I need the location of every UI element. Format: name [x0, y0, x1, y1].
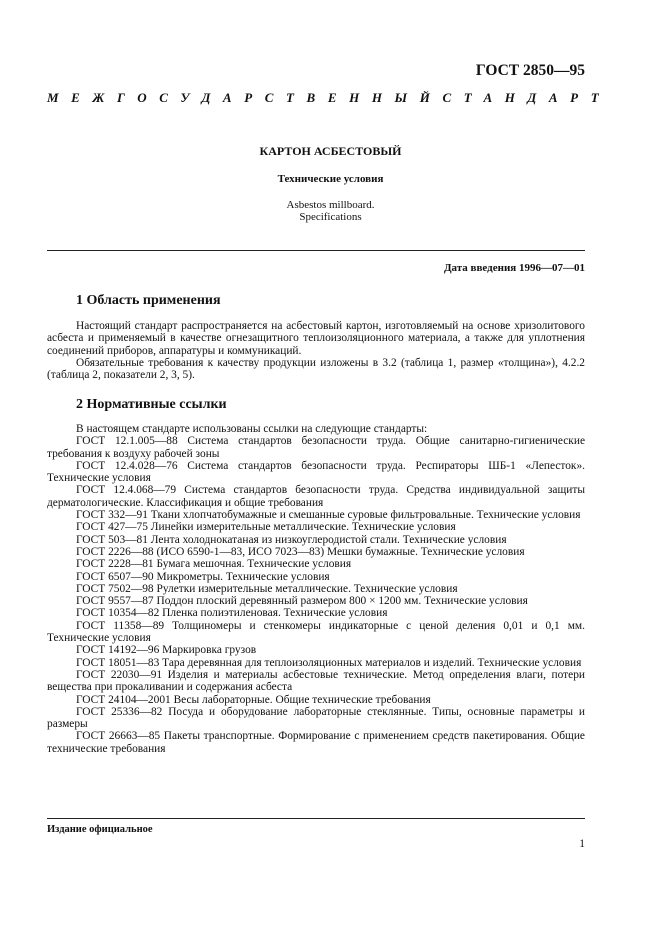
- section2-intro: В настоящем стандарте использованы ссылки на следующие стандарты:: [76, 423, 428, 435]
- section1-paragraph: Обязательные требования к качеству продукции изложены в 3.2 (таблица 1, размер «толщина»), 4.2.2 (таблица 2, показатели 2, 3, 5).: [47, 356, 585, 382]
- standard-code: ГОСТ 2850—95: [475, 62, 585, 79]
- reference-item: ГОСТ 18051—83 Тара деревянная для теплоизоляционных материалов и изделий. Технические условия: [76, 656, 582, 669]
- reference-item: ГОСТ 9557—87 Поддон плоский деревянный размером 800 × 1200 мм. Технические условия: [76, 595, 528, 608]
- section1-heading: 1 Область применения: [76, 293, 221, 308]
- reference-item: ГОСТ 12.4.028—76 Система стандартов безопасности труда. Респираторы ШБ-1 «Лепесток». Технические условия: [47, 459, 585, 485]
- reference-item: ГОСТ 11358—89 Толщиномеры и стенкомеры индикаторные с ценой деления 0,01 и 0,1 мм. Технические условия: [47, 619, 585, 645]
- reference-item: ГОСТ 10354—82 Пленка полиэтиленовая. Технические условия: [76, 607, 388, 620]
- english-title-line2: Specifications: [299, 211, 362, 223]
- title-divider: [47, 250, 585, 251]
- footer-divider: [47, 818, 585, 819]
- document-subtitle: Технические условия: [277, 173, 384, 185]
- official-edition-label: Издание официальное: [47, 824, 153, 835]
- document-title: КАРТОН АСБЕСТОВЫЙ: [259, 144, 402, 158]
- reference-item: ГОСТ 332—91 Ткани хлопчатобумажные и смешанные суровые фильтровальные. Технические условия: [76, 509, 581, 522]
- reference-item: ГОСТ 26663—85 Пакеты транспортные. Формирование с применением средств пакетирования. Общие технические требования: [47, 730, 585, 755]
- reference-item: ГОСТ 503—81 Лента холоднокатаная из низкоуглеродистой стали. Технические условия: [76, 533, 507, 546]
- reference-item: ГОСТ 2226—88 (ИСО 6590-1—83, ИСО 7023—83) Мешки бумажные. Технические условия: [76, 545, 525, 558]
- page-number: 1: [579, 838, 585, 850]
- section2-body: [47, 423, 585, 755]
- reference-item: ГОСТ 25336—82 Посуда и оборудование лабораторные стеклянные. Типы, основные параметры и размеры: [47, 705, 585, 731]
- reference-item: ГОСТ 12.4.068—79 Система стандартов безопасности труда. Средства индивидуальной защиты дерматологические. Классификация и общие требования: [47, 484, 585, 509]
- reference-item: ГОСТ 7502—98 Рулетки измерительные металлические. Технические условия: [76, 582, 458, 595]
- section1-body: [47, 320, 585, 381]
- interstate-standard-banner: [47, 90, 612, 106]
- reference-item: ГОСТ 6507—90 Микрометры. Технические условия: [76, 570, 330, 583]
- reference-item: ГОСТ 12.1.005—88 Система стандартов безопасности труда. Общие санитарно-гигиенические требования к воздуху рабочей зоны: [47, 435, 585, 460]
- reference-item: ГОСТ 24104—2001 Весы лабораторные. Общие технические требования: [76, 693, 431, 706]
- reference-item: ГОСТ 427—75 Линейки измерительные металлические. Технические условия: [76, 521, 456, 534]
- reference-item: ГОСТ 22030—91 Изделия и материалы асбестовые технические. Метод определения влаги, потери вещества при прокаливании и содержания асбеста: [47, 668, 585, 694]
- reference-item: ГОСТ 14192—96 Маркировка грузов: [76, 644, 257, 657]
- introduction-date: Дата введения 1996—07—01: [443, 262, 585, 274]
- standard-word: СТАНДАРТ: [442, 90, 612, 105]
- english-title: [0, 199, 661, 223]
- interstate-word: МЕЖГОСУДАРСТВЕННЫЙ: [47, 90, 443, 105]
- section2-heading: 2 Нормативные ссылки: [76, 397, 227, 412]
- english-title-line1: Asbestos millboard.: [286, 199, 375, 211]
- section1-paragraph: Настоящий стандарт распространяется на асбестовый картон, изготовляемый на основе хризолитового асбеста и применяемый в качестве огнезащитного теплоизоляционного материала, а также для уплотнения соединений приборов, аппаратуры и коммуникаций.: [47, 320, 585, 357]
- reference-item: ГОСТ 2228—81 Бумага мешочная. Технические условия: [76, 558, 352, 571]
